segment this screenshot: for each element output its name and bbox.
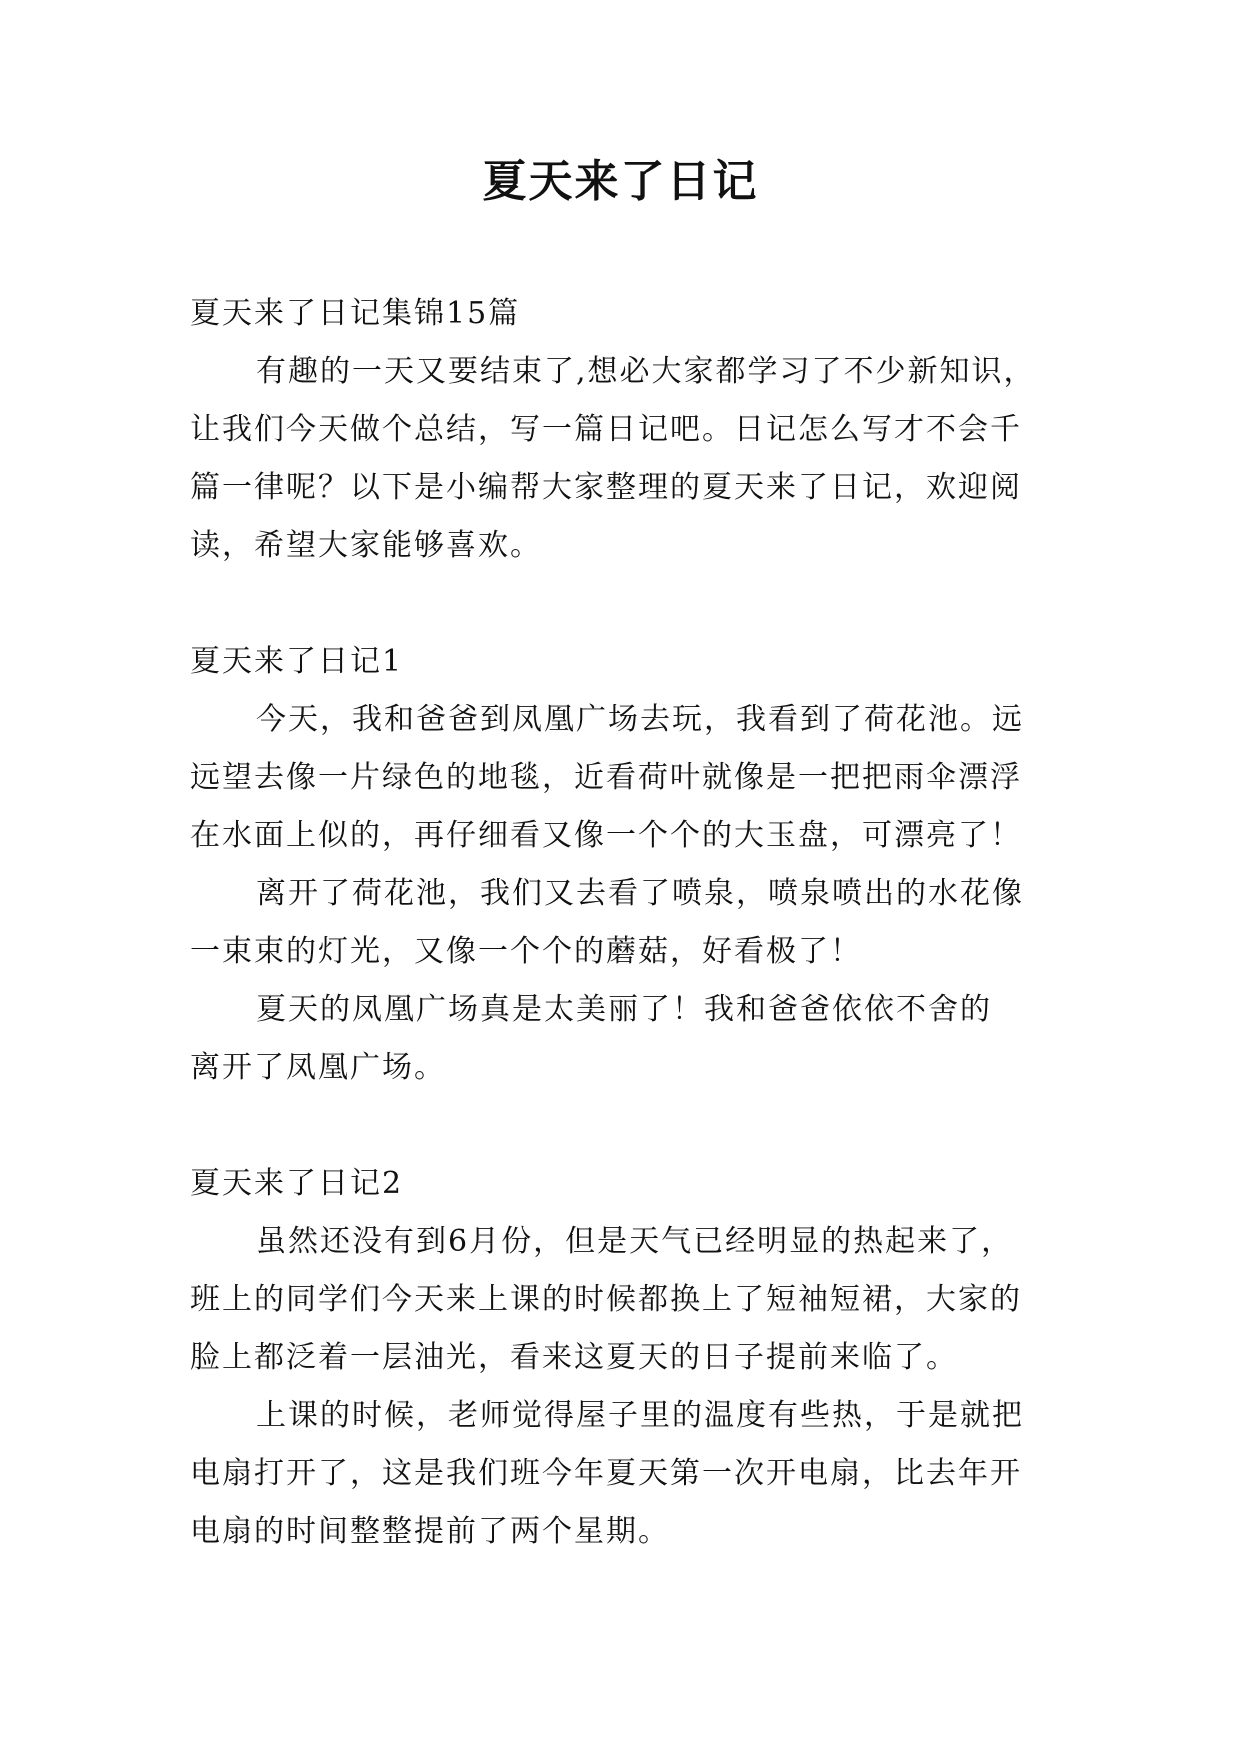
entry-paragraph <box>190 1387 1052 1561</box>
intro-line: 篇一律呢？以下是小编帮大家整理的夏天来了日记，欢迎阅 <box>190 470 1022 505</box>
intro-line: 有趣的一天又要结束了,想必大家都学习了不少新知识， <box>256 354 1036 389</box>
paragraph-line: 离开了凤凰广场。 <box>190 1050 446 1085</box>
entry-paragraph <box>190 1213 1052 1387</box>
entry-heading: 夏天来了日记1 <box>190 644 404 679</box>
paragraph-line: 脸上都泛着一层油光，看来这夏天的日子提前来临了。 <box>190 1340 958 1375</box>
paragraph-line: 电扇打开了，这是我们班今年夏天第一次开电扇，比去年开 <box>190 1456 1022 1491</box>
diary-entry-1 <box>190 633 1052 1097</box>
entry-paragraph <box>190 981 1052 1097</box>
paragraph-line: 离开了荷花池，我们又去看了喷泉，喷泉喷出的水花像 <box>256 876 1024 911</box>
paragraph-line: 电扇的时间整整提前了两个星期。 <box>190 1514 670 1549</box>
section-gap <box>190 1097 1052 1155</box>
paragraph-line: 夏天的凤凰广场真是太美丽了！我和爸爸依依不舍的 <box>256 992 992 1027</box>
entry-paragraph <box>190 691 1052 865</box>
document-title: 夏天来了日记 <box>482 156 759 207</box>
document-body <box>190 285 1052 1561</box>
intro-line: 让我们今天做个总结，写一篇日记吧。日记怎么写才不会千 <box>190 412 1022 447</box>
intro-line: 读，希望大家能够喜欢。 <box>190 528 542 563</box>
section-gap <box>190 575 1052 633</box>
collection-heading: 夏天来了日记集锦15篇 <box>190 296 521 331</box>
entry-heading: 夏天来了日记2 <box>190 1166 404 1201</box>
diary-entry-2 <box>190 1155 1052 1561</box>
intro-paragraph <box>190 343 1052 575</box>
paragraph-line: 上课的时候，老师觉得屋子里的温度有些热，于是就把 <box>256 1398 1024 1433</box>
paragraph-line: 虽然还没有到6月份，但是天气已经明显的热起来了， <box>256 1224 1014 1259</box>
paragraph-line: 一束束的灯光，又像一个个的蘑菇，好看极了！ <box>190 934 862 969</box>
paragraph-line: 远望去像一片绿色的地毯，近看荷叶就像是一把把雨伞漂浮 <box>190 760 1022 795</box>
paragraph-line: 班上的同学们今天来上课的时候都换上了短袖短裙，大家的 <box>190 1282 1022 1317</box>
entry-paragraph <box>190 865 1052 981</box>
paragraph-line: 今天，我和爸爸到凤凰广场去玩，我看到了荷花池。远 <box>256 702 1024 737</box>
paragraph-line: 在水面上似的，再仔细看又像一个个的大玉盘，可漂亮了！ <box>190 818 1022 853</box>
